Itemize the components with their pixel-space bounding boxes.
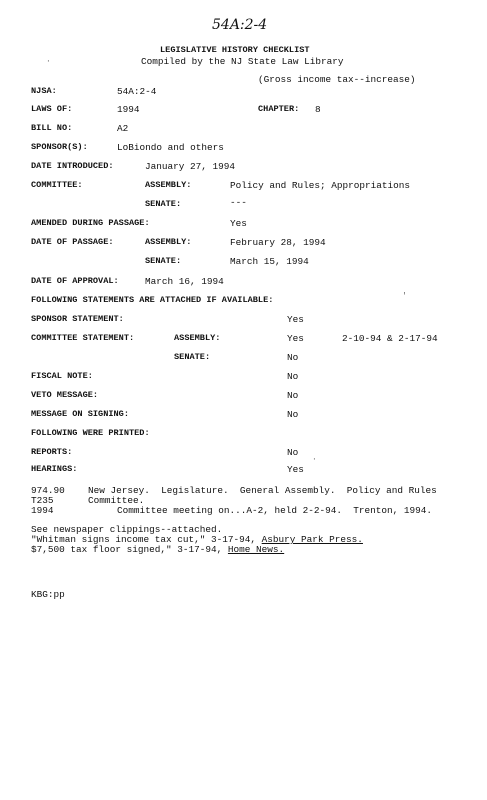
document-title: LEGISLATIVE HISTORY CHECKLIST bbox=[160, 45, 310, 55]
signing-message-label: MESSAGE ON SIGNING: bbox=[31, 409, 129, 419]
committee-senate-value: --- bbox=[230, 197, 247, 208]
chapter-label: CHAPTER: bbox=[258, 104, 300, 114]
committee-label: COMMITTEE: bbox=[31, 180, 83, 190]
committee-statement-senate-label: SENATE: bbox=[174, 352, 211, 362]
sponsors-value: LoBiondo and others bbox=[117, 142, 224, 153]
clipping-2 bbox=[31, 544, 284, 555]
printed-heading: FOLLOWING WERE PRINTED: bbox=[31, 428, 150, 438]
citation-line-2: Committee. bbox=[88, 495, 145, 506]
sponsor-statement-label: SPONSOR STATEMENT: bbox=[31, 314, 124, 324]
amended-value: Yes bbox=[230, 218, 247, 229]
clipping-2-source: Home News. bbox=[227, 544, 285, 555]
call-number-3: 1994 bbox=[31, 505, 54, 516]
committee-statement-senate-value: No bbox=[287, 352, 299, 363]
handwritten-note: 54A:2-4 bbox=[212, 17, 268, 33]
hearings-label: HEARINGS: bbox=[31, 464, 78, 474]
citation-line-1: New Jersey. Legislature. General Assembly. Policy and Rules bbox=[88, 485, 437, 496]
clippings-intro: See newspaper clippings--attached. bbox=[31, 524, 223, 535]
committee-statement-dates: 2-10-94 & 2-17-94 bbox=[342, 333, 438, 344]
bill-value: A2 bbox=[117, 123, 129, 134]
passage-assembly-label: ASSEMBLY: bbox=[145, 237, 192, 247]
passage-assembly-value: February 28, 1994 bbox=[230, 237, 326, 248]
committee-statement-assembly-label: ASSEMBLY: bbox=[174, 333, 221, 343]
fiscal-note-label: FISCAL NOTE: bbox=[31, 371, 93, 381]
veto-message-label: VETO MESSAGE: bbox=[31, 390, 99, 400]
call-number-2: T235 bbox=[31, 495, 54, 506]
clipping-1-source: Asbury Park Press. bbox=[261, 534, 363, 545]
committee-senate-label: SENATE: bbox=[145, 199, 182, 209]
passage-senate-label: SENATE: bbox=[145, 256, 182, 266]
laws-value: 1994 bbox=[117, 104, 140, 115]
statements-heading: FOLLOWING STATEMENTS ARE ATTACHED IF AVAILABLE: bbox=[31, 295, 274, 305]
initials: KBG:pp bbox=[31, 589, 65, 600]
speck: · bbox=[46, 57, 51, 66]
committee-assembly-label: ASSEMBLY: bbox=[145, 180, 192, 190]
sponsor-statement-value: Yes bbox=[287, 314, 304, 325]
approval-value: March 16, 1994 bbox=[145, 276, 224, 287]
clipping-1-text: "Whitman signs income tax cut," 3-17-94, bbox=[31, 534, 262, 545]
amended-label: AMENDED DURING PASSAGE: bbox=[31, 218, 150, 228]
fiscal-note-value: No bbox=[287, 371, 299, 382]
approval-label: DATE OF APPROVAL: bbox=[31, 276, 119, 286]
speck: ' bbox=[402, 292, 407, 301]
passage-senate-value: March 15, 1994 bbox=[230, 256, 309, 267]
introduced-label: DATE INTRODUCED: bbox=[31, 161, 114, 171]
laws-label: LAWS OF: bbox=[31, 104, 73, 114]
reports-label: REPORTS: bbox=[31, 447, 73, 457]
committee-assembly-value: Policy and Rules; Appropriations bbox=[230, 180, 411, 191]
hearings-value: Yes bbox=[287, 464, 304, 475]
speck: · bbox=[312, 455, 317, 464]
sponsors-label: SPONSOR(S): bbox=[31, 142, 88, 152]
introduced-value: January 27, 1994 bbox=[145, 161, 236, 172]
njsa-label: NJSA: bbox=[31, 86, 57, 96]
call-number-1: 974.90 bbox=[31, 485, 65, 496]
topic-note: (Gross income tax--increase) bbox=[258, 74, 416, 85]
document-subtitle: Compiled by the NJ State Law Library bbox=[141, 56, 344, 67]
veto-message-value: No bbox=[287, 390, 299, 401]
committee-statement-assembly-value: Yes bbox=[287, 333, 304, 344]
clipping-2-text: $7,500 tax floor signed," 3-17-94, bbox=[31, 544, 228, 555]
bill-label: BILL NO: bbox=[31, 123, 73, 133]
reports-value: No bbox=[287, 447, 299, 458]
passage-label: DATE OF PASSAGE: bbox=[31, 237, 114, 247]
chapter-value: 8 bbox=[315, 104, 321, 115]
signing-message-value: No bbox=[287, 409, 299, 420]
committee-statement-label: COMMITTEE STATEMENT: bbox=[31, 333, 135, 343]
citation-line-3: Committee meeting on...A-2, held 2-2-94. Trenton, 1994. bbox=[117, 505, 433, 516]
njsa-value: 54A:2-4 bbox=[117, 86, 157, 97]
